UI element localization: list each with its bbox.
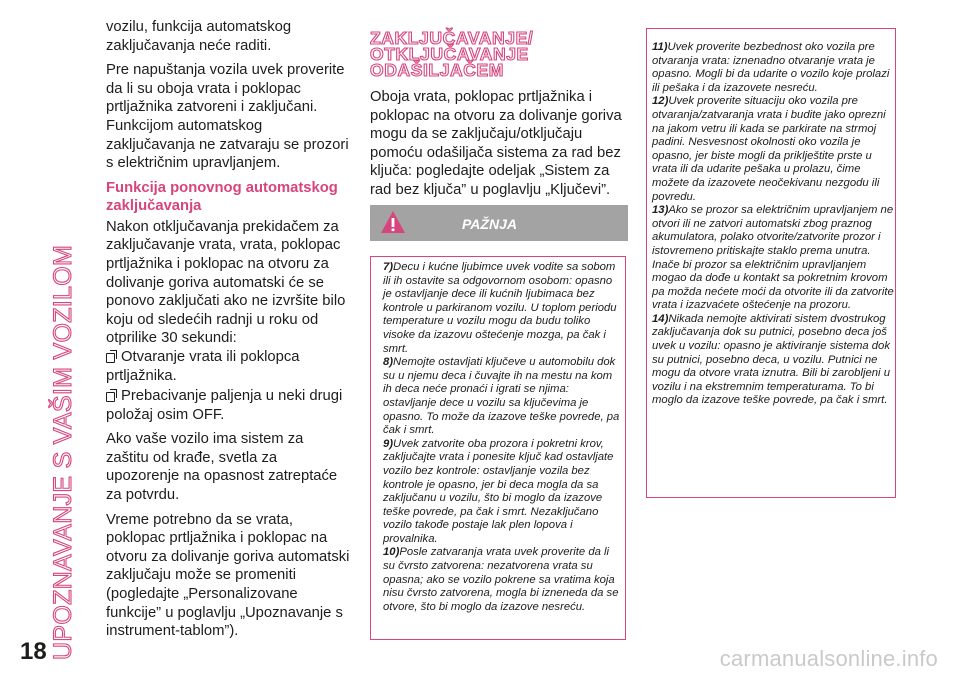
- list-item-text: Otvaranje vrata ili poklopca prtljažnika.: [106, 348, 300, 384]
- note-number: 8): [383, 356, 394, 369]
- note-text: Ako se prozor sa električnim upravljanjem ne otvori ili ne zatvori automatski zbog praznog akumulatora, polako otvorite/zatvorite prozor i istovremeno pritiskajte staklo prema unutra. Inače bi prozor sa električnim upravljanjem mogao da dođe u kontakt sa pokretnim krovom pa možda nećete moći da otvorite ili da zatvorite vrata i izazvaćete oštećenje na prozoru.: [652, 204, 894, 312]
- warning-notes: [383, 261, 621, 614]
- heading-line: OTKLJUČAVANJE: [370, 44, 529, 64]
- list-item: [106, 348, 350, 385]
- note-text: Posle zatvaranja vrata uvek proverite da li su čvrsto zatvorena: nezatvorena vrata su opasna; ako se vozilo pokrene sa vratima koja nisu čvrsto zatvorena, mogla bi izneneda da se otvore, što bi moglo da izazove nesreću.: [383, 546, 619, 613]
- checkbox-icon: [106, 389, 117, 400]
- paragraph: vozilu, funkcija automatskog zaključavanja neće raditi.: [106, 19, 292, 54]
- note-number: 11): [652, 41, 668, 53]
- note-number: 12): [652, 95, 669, 108]
- note-number: 13): [652, 204, 669, 217]
- note-number: 10): [383, 546, 400, 559]
- section-title-text: UPOZNAVANJE S VAŠIM VOZILOM: [49, 244, 77, 660]
- watermark: carmanualsonline.info: [719, 646, 938, 671]
- section-heading: [370, 30, 628, 78]
- note-item: [652, 313, 896, 408]
- note-text: Nikada nemojte aktivirati sistem dvostrukog zaključavanja dok su putnici, posebno deca još uvek u vozilu: opasno je aktiviranje sistema dok su putnici, posebno deca, u vozilu. Putnici ne mogu da otvore vrata iznutra. Bili bi zarobljeni u vozilu i na ekstremnim temperaturama. To bi moglo da izazove teške povrede, pa čak i smrt.: [652, 312, 890, 407]
- heading-line: ZAKLJUČAVANJE/: [370, 28, 534, 48]
- note-text: Uvek zatvorite oba prozora i pokretni krov, zaključajte vrata i ponesite ključ kad ostavljate vozilo bez kontrole: ostavljanje vozila bez kontrole je opasno, jer bi deca mogla da sa zaključanu u vozilu, što bi moglo da izazove teške povrede, pa čak i smrt. Nezaključano vozilo takođe postaje lak plen lopova i provalnika.: [383, 437, 614, 545]
- list-item: [106, 387, 350, 424]
- warning-title: PAŽNJA: [462, 216, 517, 232]
- note-item: [652, 41, 896, 95]
- section-tab-title: [41, 20, 81, 660]
- warning-header: [370, 205, 628, 241]
- note-text: Uvek proverite bezbednost oko vozila pre otvaranja vrata: iznenadno otvaranje vrata je opasno. Mogli bi da udarite o vozilo koje prolazi ili pešaka i da izazovete nesreću.: [652, 41, 890, 94]
- note-item: [652, 204, 896, 313]
- column-2: [370, 18, 628, 206]
- checkbox-icon: [106, 350, 117, 361]
- page-number: 18: [20, 638, 47, 665]
- paragraph: Vreme potrebno da se vrata, poklopac prtljažnika i poklopac na otvoru za dolivanje goriva automatski zaključaju može se promeniti (pogledajte „Personalizovane funkcije” u poglavlju „Upoznavanje s instrument-tablom”).: [106, 511, 350, 640]
- note-item: [383, 438, 621, 547]
- note-text: Uvek proverite situaciju oko vozila pre otvaranja/zatvaranja vrata i budite jako oprezni na jakom vetru ili kada se parkirate na strmoj padini. Nesvesnost okolnosti oko vozila je opasno, jer biste mogli da priklještite prste u vrata ili da udarite pešaka u prolazu, čime možete da izazovete neočekivanu nezgodu ili povredu.: [652, 95, 886, 203]
- note-item: [383, 546, 621, 614]
- paragraph: Pre napuštanja vozila uvek proverite da li su oboja vrata i poklopac prtljažnika zatvoreni i zaključani. Funkcijom automatskog zaključavanja ne zatvaraju se prozori s električnim upravljanjem.: [106, 62, 349, 172]
- paragraph: Nakon otključavanja prekidačem za zaključavanje vrata, vrata, poklopac prtljažnika i poklopac na otvoru za dolivanje goriva automatski će se ponovo zaključati ako ne izvršite bilo koju od sledećih radnji u roku od otprilike 30 sekundi:: [106, 218, 346, 347]
- note-item: [652, 95, 896, 204]
- note-number: 7): [383, 261, 394, 273]
- paragraph: Oboja vrata, poklopac prtljažnika i poklopac na otvoru za dolivanje goriva mogu da se zaključaju/otključaju pomoću odašiljača sistema za rad bez ključa: pogledajte odeljak „Sistem za rad bez ključa” u poglavlju „Ključevi”.: [370, 89, 622, 198]
- column-3: [652, 41, 896, 408]
- note-item: [383, 261, 621, 356]
- heading-line: ODAŠILJAČEM: [370, 60, 504, 80]
- paragraph: Ako vaše vozilo ima sistem za zaštitu od krađe, svetla za upozorenje na opasnost zatreptaće za potvrdu.: [106, 431, 338, 504]
- column-1: [106, 18, 350, 647]
- note-text: Nemojte ostavljati ključeve u automobilu dok su u njemu deca i čuvajte ih na mestu na kom ih deca neće pronaći i igrati se njima: ostavljanje dece u vozilu sa ključevima je opasno. To može da izazove teške povrede, pa čak i smrt.: [383, 356, 620, 437]
- note-number: 9): [383, 437, 394, 450]
- note-text: Decu i kućne ljubimce uvek vodite sa sobom ili ih ostavite sa odgovornom osobom: opasno je ostavljanje dece ili kućnih ljubimaca bez kontrole u parkiranom vozilu. U toplom periodu temperature u vozilu mogu da budu toliko visoke da izazovu oštećenje mozga, pa čak i smrt.: [383, 261, 617, 355]
- subheading: Funkcija ponovnog automatskog zaključavanja: [106, 179, 338, 214]
- note-item: [383, 356, 621, 438]
- note-number: 14): [652, 312, 669, 325]
- warning-triangle-icon: [380, 210, 406, 234]
- list-item-text: Prebacivanje paljenja u neki drugi položaj osim OFF.: [106, 388, 343, 423]
